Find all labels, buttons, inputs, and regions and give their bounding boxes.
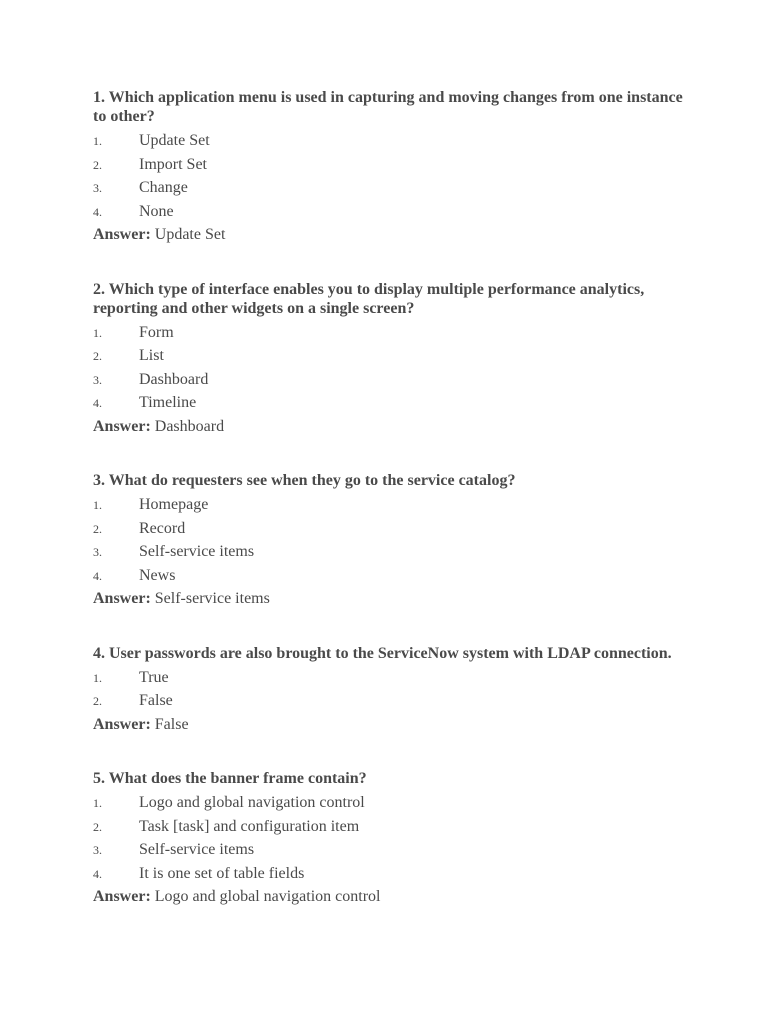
question-text: 3. What do requesters see when they go to the service catalog?: [93, 472, 516, 489]
answer-line: [93, 713, 693, 737]
answer-value: Update Set: [154, 226, 226, 243]
option-text: Timeline: [139, 394, 197, 411]
option-number: 2.: [93, 694, 102, 708]
option-text: It is one set of table fields: [139, 864, 305, 882]
option-item: [93, 564, 693, 588]
answer-label: Answer:: [93, 888, 151, 905]
option-number: 1.: [93, 670, 102, 685]
option-number: 4.: [93, 204, 102, 219]
option-item: [93, 321, 693, 345]
option-text: Change: [139, 179, 188, 196]
option-number: 3.: [93, 843, 102, 857]
option-text: Homepage: [139, 496, 209, 513]
option-text: Self-service items: [139, 841, 255, 858]
option-item: [93, 517, 693, 541]
question-block-2: [93, 280, 693, 439]
option-item: [93, 540, 693, 564]
answer-line: [93, 415, 693, 439]
answer-line: [93, 223, 693, 247]
option-text: True: [139, 668, 169, 686]
option-text: Form: [139, 323, 174, 341]
answer-label: Answer:: [93, 226, 151, 243]
answer-value: False: [154, 715, 189, 733]
option-item: [93, 791, 693, 815]
answer-label: Answer:: [93, 417, 151, 435]
option-item: [93, 176, 693, 200]
option-number: 3.: [93, 372, 102, 387]
option-number: 1.: [93, 498, 102, 512]
option-number: 1.: [93, 796, 102, 810]
option-text: List: [139, 347, 164, 364]
option-number: 2.: [93, 521, 102, 536]
option-text: Record: [139, 519, 186, 537]
option-item: [93, 344, 693, 368]
option-text: Self-service items: [139, 543, 255, 560]
option-item: [93, 493, 693, 517]
option-text: Dashboard: [139, 370, 209, 388]
option-text: Task [task] and configuration item: [139, 817, 360, 835]
question-text: 5. What does the banner frame contain?: [93, 770, 367, 787]
question-text: 1. Which application menu is used in capturing and moving changes from one instance to other?: [93, 89, 683, 125]
option-number: 1.: [93, 134, 102, 148]
question-text: 4. User passwords are also brought to the ServiceNow system with LDAP connection.: [93, 644, 672, 662]
option-item: [93, 129, 693, 153]
quiz-document: [93, 88, 693, 942]
question-block-3: [93, 471, 693, 611]
question-block-1: [93, 88, 693, 247]
option-number: 3.: [93, 545, 102, 559]
option-text: Import Set: [139, 155, 207, 173]
answer-value: Self-service items: [154, 590, 270, 607]
question-block-5: [93, 769, 693, 909]
answer-value: Logo and global navigation control: [154, 888, 381, 905]
option-number: 3.: [93, 181, 102, 195]
option-item: [93, 838, 693, 862]
option-item: [93, 391, 693, 415]
option-item: [93, 815, 693, 839]
option-number: 2.: [93, 819, 102, 834]
option-item: [93, 689, 693, 713]
option-number: 4.: [93, 866, 102, 881]
answer-label: Answer:: [93, 715, 151, 733]
option-number: 1.: [93, 325, 102, 340]
option-text: None: [139, 202, 174, 220]
question-text: 2. Which type of interface enables you to display multiple performance analytics, reporting and other widgets on a single screen?: [93, 280, 645, 317]
option-text: Update Set: [139, 132, 210, 149]
option-item: [93, 862, 693, 886]
option-text: Logo and global navigation control: [139, 794, 365, 811]
option-number: 2.: [93, 349, 102, 363]
option-item: [93, 153, 693, 177]
option-number: 4.: [93, 568, 102, 583]
option-number: 4.: [93, 396, 102, 410]
option-item: [93, 200, 693, 224]
answer-line: [93, 885, 693, 909]
option-item: [93, 666, 693, 690]
answer-value: Dashboard: [154, 417, 225, 435]
option-text: False: [139, 692, 173, 709]
answer-label: Answer:: [93, 590, 151, 607]
option-number: 2.: [93, 157, 102, 172]
option-item: [93, 368, 693, 392]
question-block-4: [93, 644, 693, 737]
answer-line: [93, 587, 693, 611]
option-text: News: [139, 566, 176, 584]
